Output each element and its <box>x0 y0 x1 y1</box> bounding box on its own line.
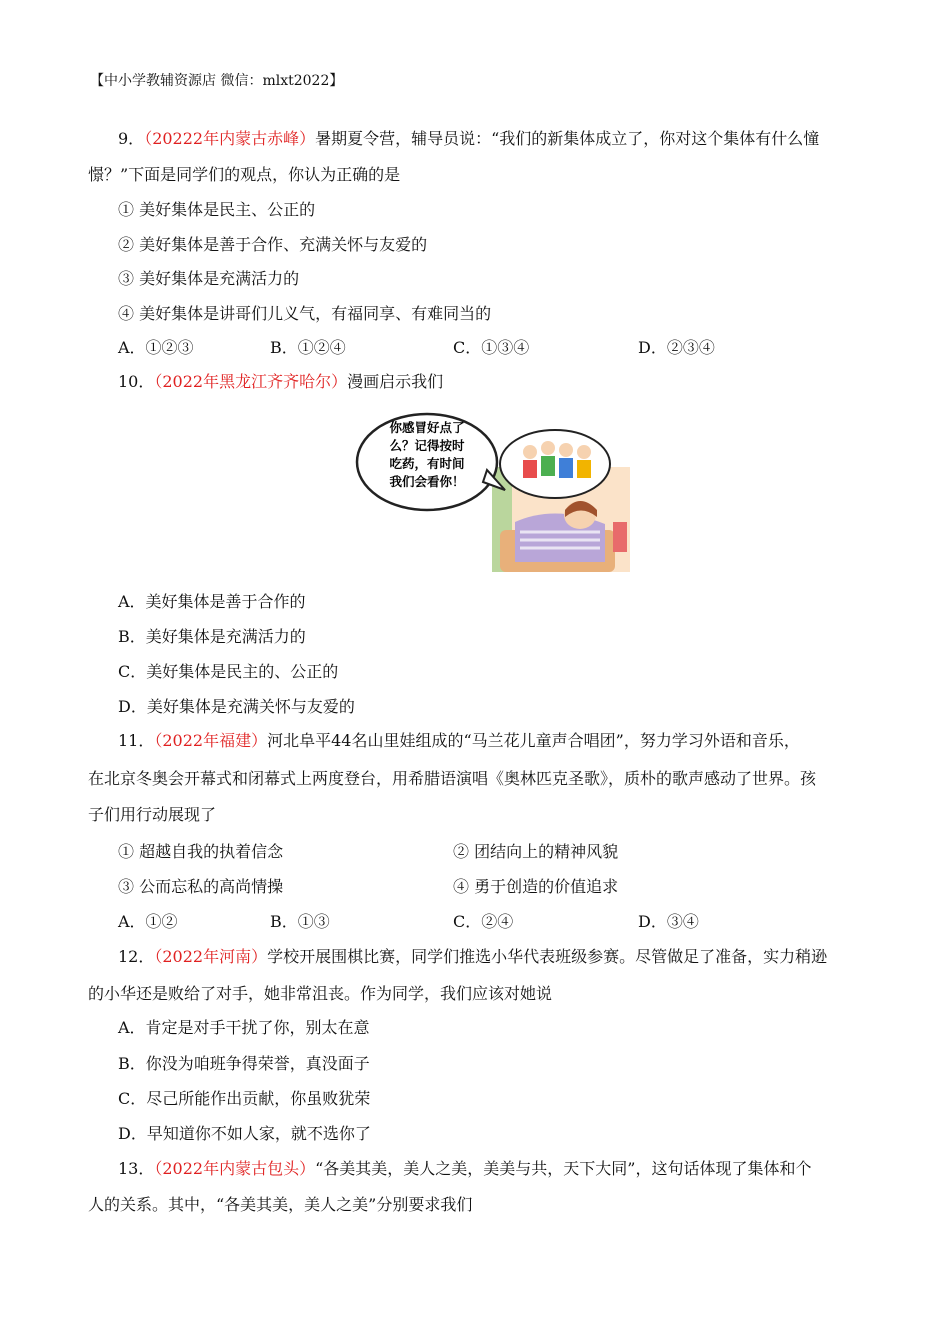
bedside-lamp <box>613 522 627 552</box>
question-source: （20222年内蒙古赤峰） <box>144 129 316 148</box>
bubble-line-2: 么？记得按时 <box>389 438 465 453</box>
question-10-option-d: D．美好集体是充满关怀与友爱的 <box>118 697 355 716</box>
friend-head <box>541 441 555 455</box>
friend-body <box>577 460 591 478</box>
question-9-option-c: C．①③④ <box>453 338 530 357</box>
question-text: “各美其美，美人之美，美美与共，天下大同”，这句话体现了集体和个 <box>315 1159 812 1178</box>
friend-head <box>559 443 573 457</box>
question-11-line-3: 子们用行动展现了 <box>88 805 217 824</box>
question-9-option-d: D．②③④ <box>638 338 715 357</box>
bubble-line-4: 我们会看你！ <box>389 474 465 489</box>
question-9-item: ④ 美好集体是讲哥们儿义气，有福同享、有难同当的 <box>118 304 492 323</box>
question-12-option-c: C．尽己所能作出贡献，你虽败犹荣 <box>118 1089 371 1108</box>
question-12-option-d: D．早知道你不如人家，就不选你了 <box>118 1124 371 1143</box>
question-12-option-b: B．你没为咱班争得荣誉，真没面子 <box>118 1054 370 1073</box>
question-number: 12． <box>118 947 155 966</box>
question-9-item: ① 美好集体是民主、公正的 <box>118 200 316 219</box>
friend-head <box>523 445 537 459</box>
question-text: 漫画启示我们 <box>347 372 444 391</box>
question-11-item: ① 超越自我的执着信念 <box>118 842 284 861</box>
question-11-option-b: B．①③ <box>270 912 330 931</box>
question-9-line-1 <box>118 128 819 150</box>
cartoon-image <box>355 412 630 572</box>
question-9-line-2: 憬？”下面是同学们的观点，你认为正确的是 <box>88 165 401 184</box>
question-9-item: ② 美好集体是善于合作、充满关怀与友爱的 <box>118 235 428 254</box>
question-12-line-2: 的小华还是败给了对手，她非常沮丧。作为同学，我们应该对她说 <box>88 984 553 1003</box>
friend-body <box>559 458 573 478</box>
friend-body <box>523 460 537 478</box>
question-10-option-c: C．美好集体是民主的、公正的 <box>118 662 339 681</box>
friend-head <box>577 445 591 459</box>
question-10-line-1 <box>118 371 443 393</box>
question-source: （2022年福建） <box>154 731 268 750</box>
question-9-option-a: A．①②③ <box>118 338 194 357</box>
question-number: 11． <box>118 731 155 750</box>
question-12-option-a: A．肯定是对手干扰了你，别太在意 <box>118 1018 370 1037</box>
question-number: 10． <box>118 372 155 391</box>
page-header: 【中小学教辅资源店 微信：mlxt2022】 <box>90 73 344 89</box>
question-12-line-1 <box>118 946 827 968</box>
question-11-item: ④ 勇于创造的价值追求 <box>453 877 619 896</box>
question-13-line-1 <box>118 1158 811 1180</box>
question-number: 9． <box>118 129 145 148</box>
question-11-option-a: A．①② <box>118 912 178 931</box>
friend-body <box>541 456 555 476</box>
question-11-item: ③ 公而忘私的高尚情操 <box>118 877 284 896</box>
question-11-option-c: C．②④ <box>453 912 514 931</box>
question-source: （2022年黑龙江齐齐哈尔） <box>154 372 348 391</box>
question-11-option-d: D．③④ <box>638 912 699 931</box>
question-13-line-2: 人的关系。其中，“各美其美，美人之美”分别要求我们 <box>88 1195 473 1214</box>
question-text: 河北阜平44名山里娃组成的“马兰花儿童声合唱团”，努力学习外语和音乐， <box>267 731 800 750</box>
question-number: 13． <box>118 1159 155 1178</box>
cartoon-illustration <box>355 412 630 572</box>
question-11-line-1 <box>118 730 800 752</box>
question-9-item: ③ 美好集体是充满活力的 <box>118 269 300 288</box>
bubble-line-3: 吃药，有时间 <box>389 456 465 471</box>
question-source: （2022年内蒙古包头） <box>154 1159 316 1178</box>
question-text: 学校开展围棋比赛，同学们推选小华代表班级参赛。尽管做足了准备，实力稍逊 <box>267 947 828 966</box>
question-11-item: ② 团结向上的精神风貌 <box>453 842 619 861</box>
question-11-line-2: 在北京冬奥会开幕式和闭幕式上两度登台，用希腊语演唱《奥林匹克圣歌》，质朴的歌声感动了世界。孩 <box>88 769 817 788</box>
question-9-option-b: B．①②④ <box>270 338 346 357</box>
question-10-option-a: A．美好集体是善于合作的 <box>118 592 306 611</box>
question-text: 暑期夏令营，辅导员说：“我们的新集体成立了，你对这个集体有什么憧 <box>315 129 820 148</box>
question-source: （2022年河南） <box>154 947 268 966</box>
question-10-option-b: B．美好集体是充满活力的 <box>118 627 306 646</box>
bubble-line-1: 你感冒好点了 <box>389 420 465 435</box>
